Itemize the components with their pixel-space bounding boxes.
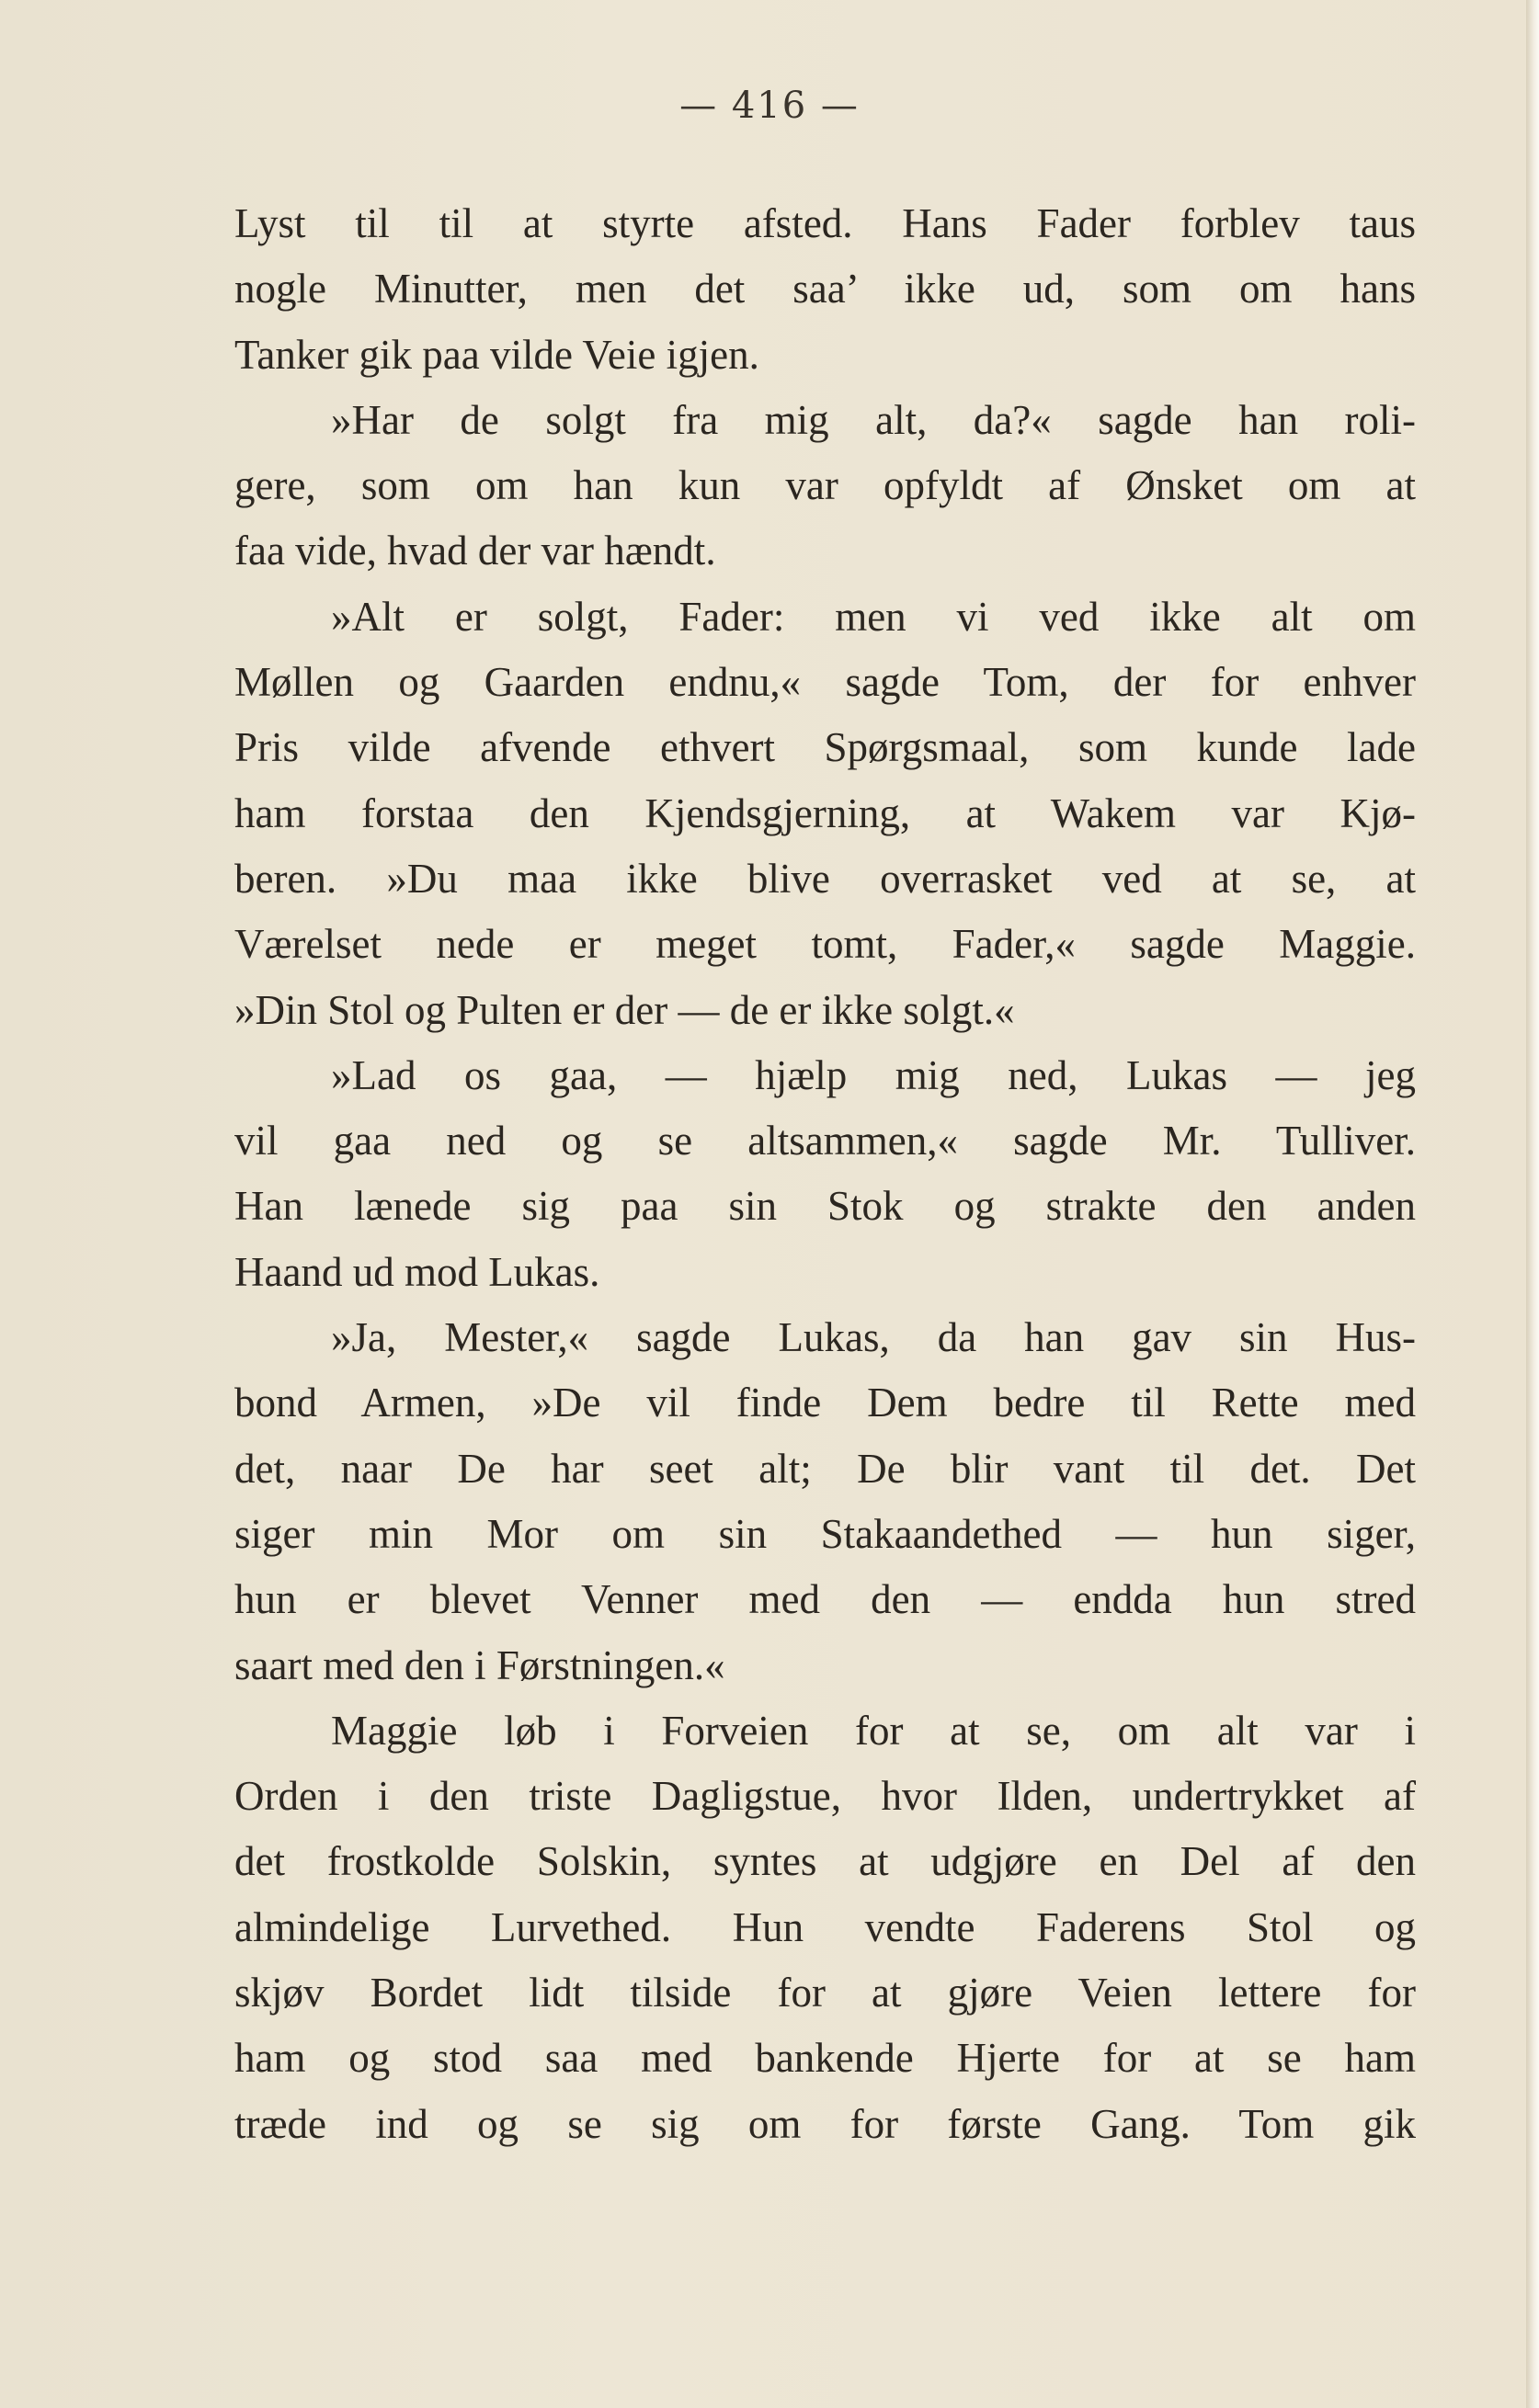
- text-line: almindelige Lurvethed. Hun vendte Faderens Stol og: [234, 1903, 1416, 1950]
- text-line: Haand ud mod Lukas.: [234, 1248, 600, 1295]
- text-line: siger min Mor om sin Stakaandethed — hun siger,: [234, 1510, 1416, 1557]
- text-line: nogle Minutter, men det saa’ ikke ud, som om hans: [234, 266, 1416, 312]
- text-line: Orden i den triste Dagligstue, hvor Ilden, undertrykket af: [234, 1773, 1416, 1820]
- text-line: Møllen og Gaarden endnu,« sagde Tom, der for enhver: [234, 659, 1416, 706]
- text-line: træde ind og se sig om for første Gang. Tom gik: [234, 2100, 1416, 2147]
- text-line: hun er blevet Venner med den — endda hun stred: [234, 1576, 1416, 1623]
- text-line: skjøv Bordet lidt tilside for at gjøre Veien lettere for: [234, 1970, 1416, 2016]
- text-line: »Alt er solgt, Fader: men vi ved ikke alt om: [331, 593, 1416, 640]
- text-line: faa vide, hvad der var hændt.: [234, 528, 716, 574]
- text-line: det, naar De har seet alt; De blir vant til det. Det: [234, 1445, 1416, 1492]
- text-line: Lyst til til at styrte afsted. Hans Fader forblev taus: [234, 200, 1416, 246]
- page-number: — 416 —: [679, 85, 860, 127]
- text-line: »Lad os gaa, — hjælp mig ned, Lukas — jeg: [331, 1051, 1416, 1098]
- text-line: Værelset nede er meget tomt, Fader,« sagde Maggie.: [234, 921, 1416, 968]
- text-line: beren. »Du maa ikke blive overrasket ved at se, at: [234, 855, 1416, 902]
- text-line: det frostkolde Solskin, syntes at udgjøre en Del af den: [234, 1838, 1416, 1885]
- text-line: Pris vilde afvende ethvert Spørgsmaal, som kunde lade: [234, 724, 1416, 771]
- text-line: bond Armen, »De vil finde Dem bedre til Rette med: [234, 1380, 1416, 1426]
- text-line: Maggie løb i Forveien for at se, om alt var i: [331, 1707, 1416, 1754]
- text-line: »Ja, Mester,« sagde Lukas, da han gav sin Hus-: [331, 1314, 1416, 1361]
- page-edge: [1526, 0, 1539, 2408]
- text-line: Han lænede sig paa sin Stok og strakte den anden: [234, 1183, 1416, 1230]
- text-line: »Har de solgt fra mig alt, da?« sagde han roli-: [331, 396, 1416, 443]
- text-line: Tanker gik paa vilde Veie igjen.: [234, 331, 759, 378]
- text-line: vil gaa ned og se altsammen,« sagde Mr. Tulliver.: [234, 1118, 1416, 1164]
- text-line: saart med den i Førstningen.«: [234, 1641, 725, 1688]
- text-line: gere, som om han kun var opfyldt af Ønsket om at: [234, 462, 1416, 509]
- text-line: ham og stod saa med bankende Hjerte for at se ham: [234, 2035, 1416, 2082]
- body-text: [234, 191, 1416, 2157]
- text-line: ham forstaa den Kjendsgjerning, at Wakem var Kjø-: [234, 789, 1416, 836]
- text-line: »Din Stol og Pulten er der — de er ikke solgt.«: [234, 986, 1015, 1033]
